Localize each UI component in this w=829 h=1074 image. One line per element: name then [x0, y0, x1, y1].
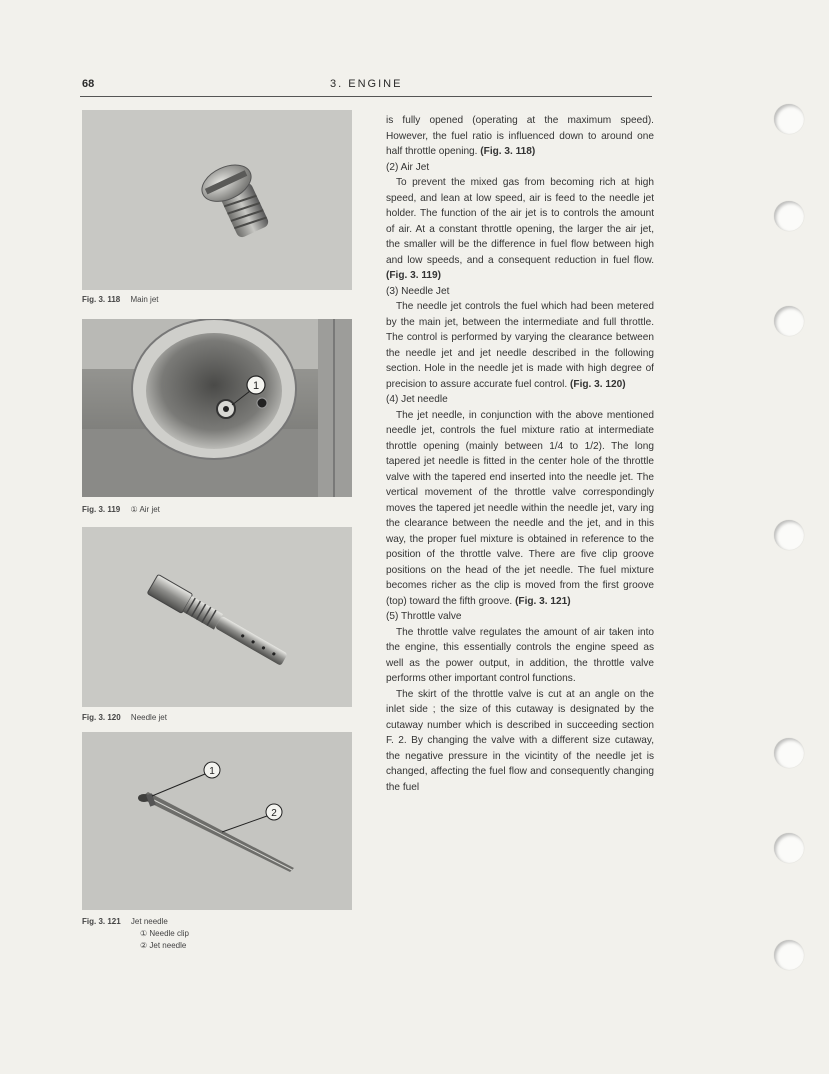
binder-hole	[774, 940, 804, 970]
figure-jet-needle-photo	[82, 732, 352, 910]
figure-needle-jet-photo	[82, 527, 352, 707]
figure-reference: (Fig. 3. 120)	[570, 378, 626, 390]
binder-hole	[774, 520, 804, 550]
binder-hole	[774, 306, 804, 336]
paragraph: The needle jet controls the fuel which had been metered by the main jet, between the intermediate and full throttle. The control is performed by varying the clearance between the needle jet and jet needle described in the following section. Hole in the needle jet is made with high degree of precision to assure accurate fuel control. (Fig. 3. 120)	[386, 301, 654, 390]
figure-caption	[82, 712, 167, 724]
binder-hole	[774, 201, 804, 231]
binder-hole	[774, 738, 804, 768]
paragraph: The skirt of the throttle valve is cut at an angle on the inlet side ; the size of this cutaway is designated by the cutaway number which is described in succeeding section F. 2. By changing the valve with a different size cutaway, the negative pressure in the vicintity of the needle jet is changed, affecting the fuel flow and consequently changing the fuel	[386, 688, 654, 793]
paragraph: The jet needle, in conjunction with the above mentioned needle jet, controls the fuel mixture ratio at intermediate throttle opening (mainly between 1/4 to 1/2). The long tapered jet needle is fitted in the center hole of the throttle valve with the tapered end inserted into the needle jet. The vertical movement of the throttle valve correspondingly moves the tapered jet needle within the needle jet, vary ing the clearance between the needle and the jet, and in this way, the proper fuel mixture is obtained in reference to the position of the throttle valve. There are five clip groove positions on the head of the jet needle. The fuel mixture becomes richer as the clip is moved from the first groove (top) toward the fifth groove. (Fig. 3. 121)	[386, 409, 654, 607]
figure-number: Fig. 3. 120	[82, 713, 121, 722]
binder-hole	[774, 104, 804, 134]
figure-main-jet-photo	[82, 110, 352, 290]
header-rule	[80, 96, 652, 97]
figure-caption	[82, 916, 189, 952]
paragraph: The throttle valve regulates the amount of air taken into the engine, this essentially controls the engine speed as well as the power output, in addition, the throttle valve performs other important control functions.	[386, 626, 654, 684]
callout-1: 1	[209, 766, 215, 777]
figure-title: Needle jet	[130, 713, 167, 722]
chapter-title: 3. ENGINE	[330, 78, 403, 90]
figure-legend-item: ① Needle clip	[140, 929, 189, 938]
figure-caption	[82, 294, 159, 306]
callout-2: 2	[271, 808, 277, 819]
section-heading: (4) Jet needle	[386, 394, 448, 405]
figure-reference: (Fig. 3. 119)	[386, 270, 441, 281]
figure-number: Fig. 3. 118	[82, 295, 121, 304]
figure-reference: (Fig. 3. 121)	[515, 595, 571, 607]
figure-number: Fig. 3. 121	[82, 917, 121, 926]
callout-1: 1	[252, 380, 260, 392]
figure-title: Main jet	[130, 295, 159, 304]
figure-number: Fig. 3. 119	[82, 505, 121, 514]
paragraph: To prevent the mixed gas from becoming rich at high speed, and lean at low speed, air is feed to the needle jet holder. The function of the air jet is to controls the amount of air. At a constant throttle opening, the larger the air jet, the smaller will be the difference in fuel flow between high and low speeds, and a consequent reduction in fuel flow. (Fig. 3. 119)	[386, 177, 654, 281]
figure-caption	[82, 504, 160, 516]
section-heading: (3) Needle Jet	[386, 285, 450, 297]
body-text	[386, 113, 654, 795]
figure-title: Jet needle	[130, 917, 168, 926]
binder-hole	[774, 833, 804, 863]
figure-air-jet-photo	[82, 319, 352, 497]
figure-title: ① Air jet	[130, 505, 160, 514]
paragraph: is fully opened (operating at the maximum speed). However, the fuel ratio is influenced down to around one half throttle opening. (Fig. 3. 118)	[386, 115, 654, 157]
figure-reference: (Fig. 3. 118)	[480, 146, 536, 157]
section-heading: (5) Throttle valve	[386, 611, 462, 622]
figure-legend-item: ② Jet needle	[140, 941, 187, 950]
page-number: 68	[82, 78, 95, 90]
section-heading: (2) Air Jet	[386, 161, 430, 173]
